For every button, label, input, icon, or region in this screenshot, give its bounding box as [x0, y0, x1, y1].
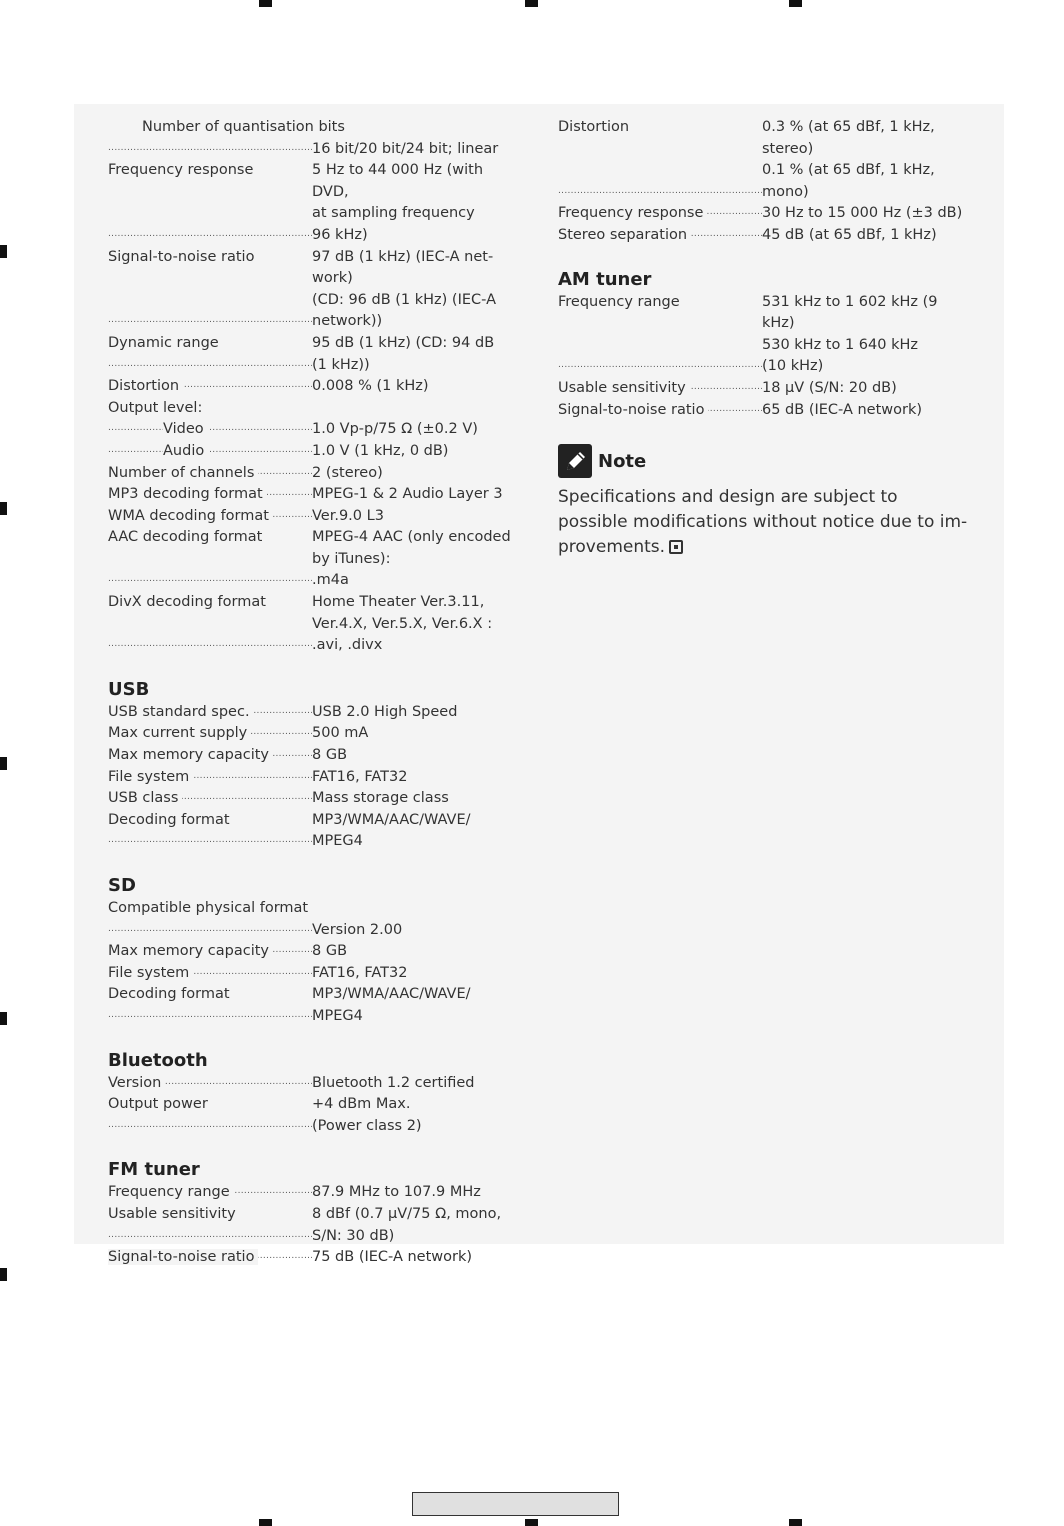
- spec-row-signal-to-noise-ratio: [108, 1247, 518, 1269]
- spec-row-frequency-response: [558, 203, 968, 225]
- spec-heading-number-of-quantisation-bits: Number of quantisation bits: [142, 119, 345, 135]
- spec-value: 30 Hz to 15 000 Hz (±3 dB): [762, 205, 963, 222]
- spec-label-text: Version: [108, 1075, 165, 1091]
- spec-label: [108, 376, 312, 398]
- spec-row-version: [108, 1073, 518, 1095]
- spec-value: 1.0 V (1 kHz, 0 dB): [312, 442, 449, 459]
- spec-label: [558, 203, 762, 225]
- spec-row-distortion: [108, 376, 518, 398]
- spec-row-version-2-00: [108, 920, 518, 942]
- section-title-usb: USB: [108, 678, 150, 700]
- spec-row-usb-class: [108, 788, 518, 810]
- registration-mark: [259, 0, 272, 7]
- spec-label: [558, 117, 762, 203]
- spec-label-text: Frequency range: [108, 1184, 234, 1200]
- spec-label: [108, 767, 312, 789]
- spec-label-text: Decoding format: [108, 986, 234, 1002]
- spec-label-text: AAC decoding format: [108, 529, 266, 545]
- spec-row-mp3-decoding-format: [108, 484, 518, 506]
- spec-row-usable-sensitivity: [558, 378, 968, 400]
- spec-label: [108, 920, 312, 942]
- spec-value: 1.0 Vp-p/75 Ω (±0.2 V): [312, 421, 478, 438]
- spec-row-number-of-channels: [108, 463, 518, 485]
- spec-value: 8 GB: [312, 747, 348, 764]
- spec-label-text: Usable sensitivity: [558, 380, 690, 396]
- section-title-sd: SD: [108, 875, 136, 896]
- spec-value: Mass storage class: [312, 790, 449, 807]
- spec-row-signal-to-noise-ratio: [108, 247, 518, 333]
- spec-label: [108, 810, 312, 853]
- spec-label-text: Signal-to-noise ratio: [108, 1249, 258, 1265]
- note-text: [558, 485, 968, 560]
- spec-row-max-memory-capacity: [108, 745, 518, 767]
- spec-label: [108, 984, 312, 1027]
- spec-value: Home Theater Ver.3.11, Ver.4.X, Ver.5.X, Ver.6.X : .avi, .divx: [312, 594, 493, 654]
- spec-label: [108, 419, 312, 441]
- spec-value: 8 GB: [312, 943, 348, 960]
- spec-value: Version 2.00: [312, 921, 403, 938]
- spec-label: [108, 247, 312, 333]
- spec-row-decoding-format: [108, 810, 518, 853]
- registration-mark: [0, 245, 7, 258]
- note-block: [558, 443, 968, 560]
- spec-value: Ver.9.0 L3: [312, 507, 384, 524]
- pencil-icon: [558, 444, 592, 478]
- spec-label: [108, 484, 312, 506]
- spec-value: 5 Hz to 44 000 Hz (with DVD, at sampling frequency 96 kHz): [312, 162, 484, 243]
- spec-heading-output-level: Output level:: [108, 399, 203, 416]
- page-footer-box: [412, 1492, 619, 1516]
- spec-value: 531 kHz to 1 602 kHz (9 kHz) 530 kHz to 1 640 kHz (10 kHz): [762, 293, 938, 375]
- spec-label: [108, 1094, 312, 1137]
- spec-row-file-system: [108, 963, 518, 985]
- spec-label: [108, 963, 312, 985]
- spec-value: 65 dB (IEC-A network): [762, 401, 923, 418]
- spec-row-divx-decoding-format: [108, 592, 518, 657]
- spec-label-text: Distortion: [108, 378, 183, 394]
- spec-value: USB 2.0 High Speed: [312, 703, 458, 720]
- spec-label: [108, 788, 312, 810]
- spec-label-text: Video: [163, 421, 208, 437]
- spec-label-text: Frequency response: [108, 162, 257, 178]
- spec-label-text: DivX decoding format: [108, 594, 270, 610]
- end-mark-icon: [669, 540, 683, 554]
- spec-label: [108, 1204, 312, 1247]
- spec-row-dynamic-range: [108, 333, 518, 376]
- spec-label-text: Distortion: [558, 119, 633, 135]
- spec-heading-compatible-physical-format: Compatible physical format: [108, 900, 309, 916]
- spec-label-text: Signal-to-noise ratio: [108, 249, 258, 265]
- spec-label: [108, 1182, 312, 1204]
- spec-label-text: Dynamic range: [108, 335, 223, 351]
- spec-value: 8 dBf (0.7 μV/75 Ω, mono, S/N: 30 dB): [312, 1205, 502, 1244]
- spec-label-text: MP3 decoding format: [108, 486, 267, 502]
- spec-label-text: Audio: [163, 443, 208, 459]
- spec-value: 97 dB (1 kHz) (IEC-A net- work) (CD: 96 dB (1 kHz) (IEC-A network)): [312, 248, 496, 330]
- spec-value: 95 dB (1 kHz) (CD: 94 dB (1 kHz)): [312, 334, 495, 373]
- right-column: [558, 117, 968, 560]
- spec-label-text: Max memory capacity: [108, 747, 273, 763]
- spec-value: FAT16, FAT32: [312, 964, 408, 981]
- spec-label: [108, 702, 312, 724]
- spec-label: [558, 292, 762, 378]
- spec-row-max-current-supply: [108, 723, 518, 745]
- spec-row-frequency-range: [558, 292, 968, 378]
- spec-row-decoding-format: [108, 984, 518, 1027]
- spec-label: [108, 506, 312, 528]
- spec-label: [558, 225, 762, 247]
- registration-mark: [789, 1519, 802, 1526]
- spec-label: [108, 723, 312, 745]
- spec-value: 0.008 % (1 kHz): [312, 378, 429, 395]
- spec-row-frequency-response: [108, 160, 518, 246]
- registration-mark: [0, 502, 7, 515]
- spec-row-audio: [108, 441, 518, 463]
- spec-row-16-bit-20-bit-24-bit-linear: [108, 139, 518, 161]
- spec-label-text: Usable sensitivity: [108, 1206, 240, 1222]
- spec-value: 16 bit/20 bit/24 bit; linear: [312, 140, 499, 157]
- spec-label: [108, 463, 312, 485]
- spec-label-text: Max memory capacity: [108, 943, 273, 959]
- spec-label-text: Signal-to-noise ratio: [558, 402, 708, 418]
- spec-value: MPEG-4 AAC (only encoded by iTunes): .m4a: [312, 529, 511, 589]
- registration-mark: [0, 1268, 7, 1281]
- spec-row-signal-to-noise-ratio: [558, 400, 968, 422]
- spec-value: 500 mA: [312, 725, 369, 742]
- spec-value: Bluetooth 1.2 certified: [312, 1074, 475, 1091]
- spec-label: [108, 160, 312, 246]
- spec-label: [108, 333, 312, 376]
- spec-row-video: [108, 419, 518, 441]
- spec-label: [108, 1247, 312, 1269]
- spec-label-text: Output power: [108, 1096, 212, 1112]
- spec-label-text: Stereo separation: [558, 227, 691, 243]
- left-column: [108, 117, 518, 1269]
- registration-mark: [259, 1519, 272, 1526]
- note-body: Specifications and design are subject to possible modifications without notice due to im- provements.: [558, 487, 968, 558]
- spec-row-frequency-range: [108, 1182, 518, 1204]
- spec-row-wma-decoding-format: [108, 506, 518, 528]
- spec-label-text: Decoding format: [108, 812, 234, 828]
- spec-row-output-power: [108, 1094, 518, 1137]
- registration-mark: [0, 1012, 7, 1025]
- section-title-am-tuner: AM tuner: [558, 268, 652, 290]
- spec-value: MP3/WMA/AAC/WAVE/ MPEG4: [312, 811, 471, 850]
- spec-value: MP3/WMA/AAC/WAVE/ MPEG4: [312, 986, 471, 1024]
- spec-label: [108, 527, 312, 592]
- spec-value: FAT16, FAT32: [312, 768, 408, 785]
- spec-value: 87.9 MHz to 107.9 MHz: [312, 1184, 481, 1201]
- spec-row-usb-standard-spec: [108, 702, 518, 724]
- registration-mark: [0, 757, 7, 770]
- spec-label-text: File system: [108, 769, 193, 785]
- spec-row-aac-decoding-format: [108, 527, 518, 592]
- section-title-fm-tuner: FM tuner: [108, 1159, 200, 1181]
- spec-label-text: Frequency response: [558, 205, 707, 221]
- spec-value: 75 dB (IEC-A network): [312, 1249, 473, 1266]
- spec-label: [108, 1073, 312, 1095]
- spec-value: 18 μV (S/N: 20 dB): [762, 379, 897, 396]
- spec-label-text: File system: [108, 965, 193, 981]
- spec-label: [108, 941, 312, 963]
- registration-mark: [525, 1519, 538, 1526]
- section-title-bluetooth: Bluetooth: [108, 1049, 208, 1071]
- spec-label-text: Number of channels: [108, 465, 258, 481]
- spec-row-distortion: [558, 117, 968, 203]
- spec-row-max-memory-capacity: [108, 941, 518, 963]
- spec-label-text: USB class: [108, 790, 182, 806]
- spec-label-text: Frequency range: [558, 294, 684, 310]
- note-header: [558, 443, 968, 479]
- spec-value: MPEG-1 & 2 Audio Layer 3: [312, 486, 503, 503]
- spec-label: [558, 378, 762, 400]
- spec-label: [108, 745, 312, 767]
- note-title: Note: [598, 450, 647, 472]
- spec-label: [558, 400, 762, 422]
- spec-label-text: USB standard spec.: [108, 704, 254, 720]
- spec-row-stereo-separation: [558, 225, 968, 247]
- spec-row-usable-sensitivity: [108, 1204, 518, 1247]
- spec-label: [108, 592, 312, 657]
- spec-label: [108, 139, 312, 161]
- spec-value: 45 dB (at 65 dBf, 1 kHz): [762, 226, 937, 243]
- spec-label: [108, 441, 312, 463]
- spec-value: 0.3 % (at 65 dBf, 1 kHz, stereo) 0.1 % (at 65 dBf, 1 kHz, mono): [762, 119, 935, 200]
- spec-label-text: Max current supply: [108, 725, 251, 741]
- spec-value: +4 dBm Max. (Power class 2): [312, 1096, 422, 1134]
- registration-mark: [525, 0, 538, 7]
- spec-label-text: WMA decoding format: [108, 508, 273, 524]
- registration-mark: [789, 0, 802, 7]
- spec-row-file-system: [108, 767, 518, 789]
- spec-value: 2 (stereo): [312, 464, 383, 481]
